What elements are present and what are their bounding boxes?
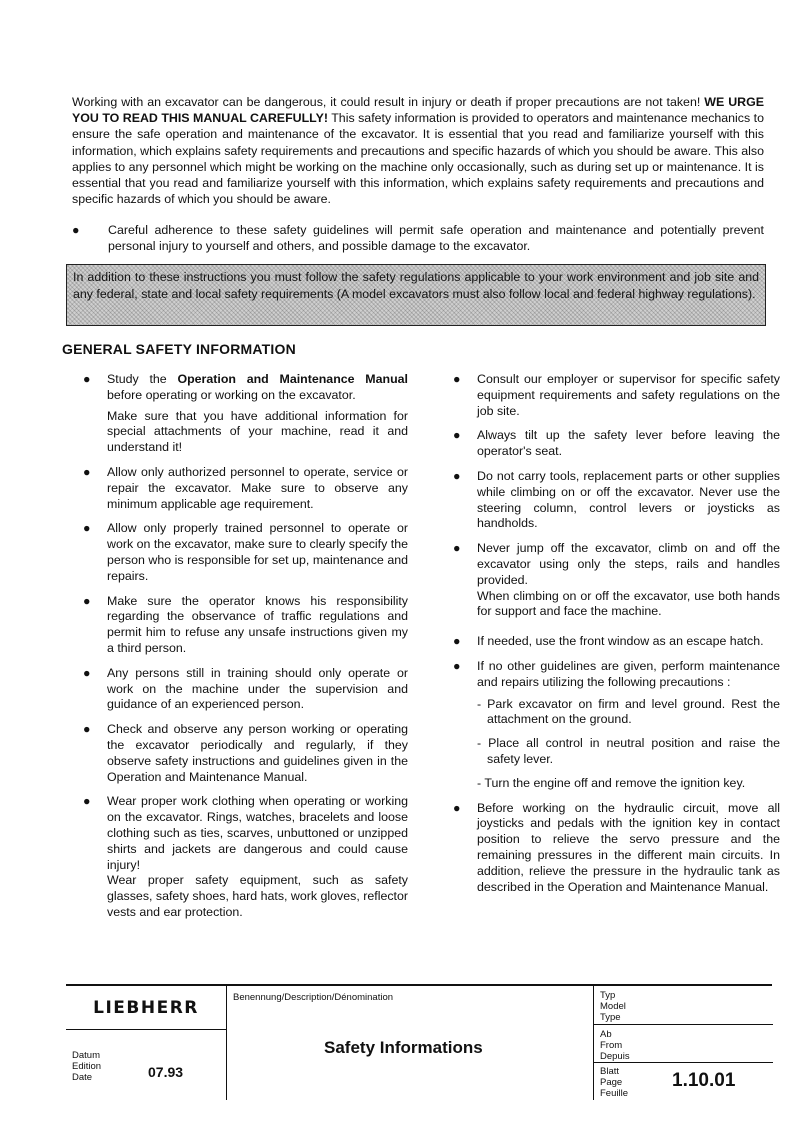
sub-item: - Park excavator on firm and level ground. Rest the attachment on the ground. xyxy=(477,696,780,727)
item-text: Never jump off the excavator, climb on and off the excavator using only the steps, rails and handles provided. xyxy=(477,541,780,587)
item-text: Allow only properly trained personnel to operate or work on the excavator, make sure to clearly specify the person who is responsible for set up, maintenance and repairs. xyxy=(107,521,408,583)
title-block-top-rule xyxy=(66,984,772,986)
bullet-icon: ● xyxy=(83,722,91,737)
sheet-number: 1.10.01 xyxy=(672,1070,736,1091)
bullet-icon: ● xyxy=(83,521,91,536)
list-item xyxy=(450,428,780,460)
item-note: Make sure that you have additional information for special attachments of your machine, read it and understand it! xyxy=(107,408,408,455)
item-text: Check and observe any person working or operating the excavator periodically and regularly, if they observe safety instructions and guidelines given in the Operation and Maintenance Manual. xyxy=(107,722,408,784)
list-item xyxy=(450,372,780,419)
type-label: Typ Model Type xyxy=(600,990,626,1023)
list-item xyxy=(80,666,408,713)
left-column xyxy=(80,372,408,930)
title-block-rule xyxy=(593,1062,773,1063)
list-item xyxy=(80,465,408,512)
manual-reference: Operation and Maintenance Manual xyxy=(177,372,408,386)
bullet-icon: ● xyxy=(83,665,91,680)
list-item xyxy=(450,659,780,792)
title-block-divider xyxy=(593,984,594,1100)
bullet-icon: ● xyxy=(453,468,461,483)
list-item xyxy=(80,722,408,785)
list-item xyxy=(450,801,780,896)
bullet-icon: ● xyxy=(83,372,91,386)
intro-bullet-text: Careful adherence to these safety guidelines will permit safe operation and maintenance and potentially prevent personal injury to yourself and others, and possible damage to the excavator. xyxy=(108,223,764,254)
intro-emphasis: WE URGE YOU TO READ THIS MANUAL CAREFULLY! xyxy=(72,95,765,126)
intro-bullet xyxy=(72,222,764,254)
list-item xyxy=(80,594,408,657)
liebherr-logo: LIEBHERR xyxy=(93,998,199,1018)
bullet-icon: ● xyxy=(83,464,91,479)
item-text: Allow only authorized personnel to operate, service or repair the excavator. Make sure to observe any minimum applicable age requirement. xyxy=(107,464,408,511)
bullet-icon: ● xyxy=(453,634,461,649)
bullet-icon: ● xyxy=(453,372,461,386)
list-item xyxy=(80,372,408,456)
sub-item: - Place all control in neutral position and raise the safety lever. xyxy=(477,736,780,766)
bullet-icon: ● xyxy=(83,593,91,608)
bullet-icon: ● xyxy=(453,541,461,556)
item-note: Wear proper safety equipment, such as safety glasses, safety shoes, hard hats, work gloves, reflector vests and ear protection. xyxy=(107,873,408,919)
list-item xyxy=(80,794,408,920)
designation-label: Benennung/Description/Dénomination xyxy=(233,992,394,1003)
item-text: If needed, use the front window as an escape hatch. xyxy=(477,634,764,649)
item-text: Wear proper work clothing when operating or working on the excavator. Rings, watches, bracelets and loose clothing such as ties, scarves, unbuttoned or unzipped shirts and jackets are dangerous and could cause injury! xyxy=(107,794,408,872)
item-text: Study the xyxy=(107,372,167,386)
bullet-icon: ● xyxy=(453,428,461,443)
bullet-icon: ● xyxy=(83,794,91,809)
right-column xyxy=(450,372,780,904)
date-label: Datum Edition Date xyxy=(72,1050,102,1083)
from-label: Ab From Depuis xyxy=(600,1029,630,1062)
sub-item: - Turn the engine off and remove the ignition key. xyxy=(477,775,746,790)
list-item xyxy=(450,634,780,650)
item-text: before operating or working on the excavator. xyxy=(107,387,356,402)
section-title: GENERAL SAFETY INFORMATION xyxy=(62,341,296,357)
list-item xyxy=(450,469,780,532)
item-text: Do not carry tools, replacement parts or other supplies while climbing on or off the excavator. Never use the steering column, control levers or joysticks as handholds. xyxy=(477,468,780,531)
intro-text-end: This safety information is provided to operators and maintenance mechanics to ensure the safe operation and maintenance of the excavator. It is essential that you read and familiarize yourself with this information, which explains safety requirements and precautions and specific hazards of which you should be aware. This also applies to any personnel which might be working on the machine only occasionally, such as during set up or maintenance. It is essential that you read and familiarize yourself with this information, which explains safety requirements and precautions and specific hazards of which you should be aware. xyxy=(72,111,765,207)
intro-text-start: Working with an excavator can be dangerous, it could result in injury or death if proper precautions are not taken! xyxy=(72,95,701,109)
title-block-rule xyxy=(66,1029,226,1030)
list-item xyxy=(450,541,780,620)
regulations-notice: In addition to these instructions you must follow the safety regulations applicable to your work environment and job site and any federal, state and local safety requirements (A model excavators must also follow local and federal highway regulations). xyxy=(66,264,766,326)
item-note: When climbing on or off the excavator, use both hands for support and face the machine. xyxy=(477,588,780,619)
item-text: Make sure the operator knows his responsibility regarding the observance of traffic regulations and permit him to refuse any unsafe instructions given my a third person. xyxy=(107,593,408,655)
item-text: Before working on the hydraulic circuit, move all joysticks and pedals with the ignition key in contact position to relieve the servo pressure and the remaining pressures in the different main circuits. In addition, relieve the pressure in the hydraulic tank as described in the Operation and Maintenance Manual. xyxy=(477,800,780,894)
title-block-divider xyxy=(226,984,227,1100)
document-title: Safety Informations xyxy=(324,1038,483,1057)
item-text: Always tilt up the safety lever before leaving the operator's seat. xyxy=(477,428,780,459)
item-text: Consult our employer or supervisor for specific safety equipment requirements and safety regulations on the job site. xyxy=(477,372,780,418)
edition-date: 07.93 xyxy=(148,1064,184,1080)
item-text: Any persons still in training should only operate or work on the machine under the supervision and guidance of an experienced person. xyxy=(107,665,408,712)
list-item xyxy=(80,521,408,584)
bullet-icon: ● xyxy=(453,800,461,815)
intro-paragraph xyxy=(72,94,764,207)
bullet-icon: ● xyxy=(72,223,80,237)
sheet-label: Blatt Page Feuille xyxy=(600,1066,628,1099)
title-block-rule xyxy=(593,1024,773,1025)
item-text: If no other guidelines are given, perform maintenance and repairs utilizing the following precautions : xyxy=(477,658,780,689)
bullet-icon: ● xyxy=(453,658,461,673)
